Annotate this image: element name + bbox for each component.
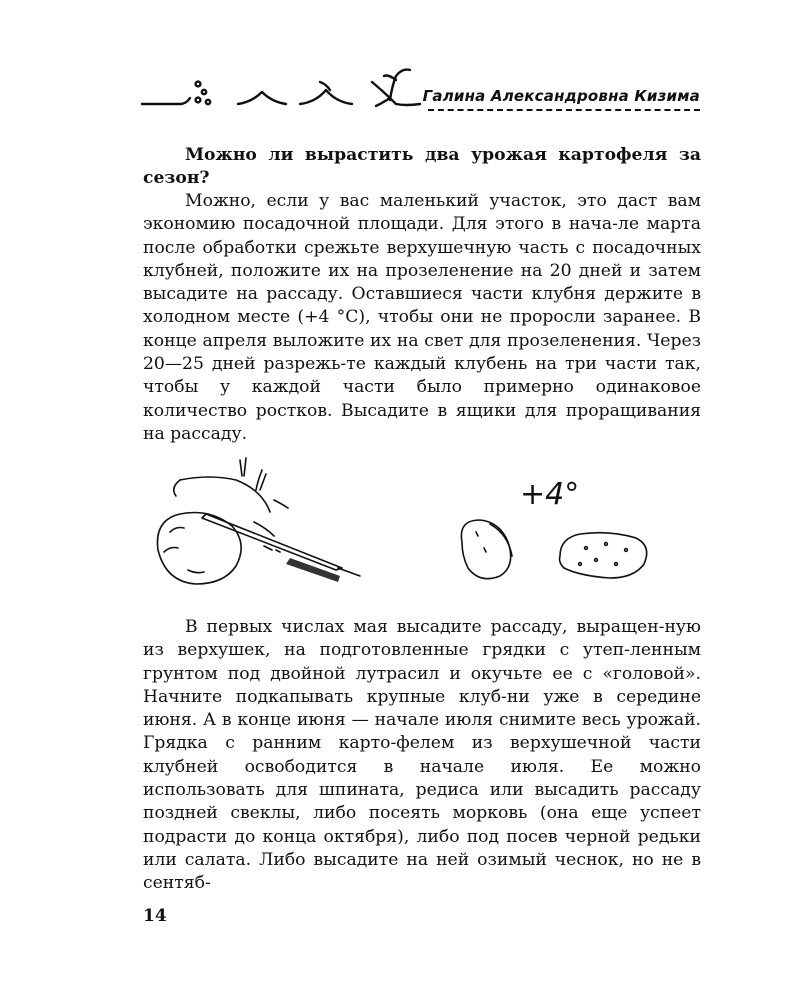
page-number: 14 xyxy=(143,906,167,926)
knife-cutting-tuber-icon xyxy=(140,450,660,600)
temperature-label: +4° xyxy=(520,477,580,512)
halved-tubers-icon xyxy=(461,520,646,579)
second-paragraph xyxy=(143,616,701,896)
answer-text: Можно, если у вас маленький участок, это даст вам экономию посадочной площади. Для этого в нача-ле марта после обработки срежьте верхушечную часть с посадочных клубней, положите их на прозеленение на 20 дней и затем высадите на рассаду. Оставшиеся части клубня держите в холодном месте (+4 °С), чтобы они не проросли заранее. В конце апреля выложите их на свет для прозеленения. Через 20—25 дней разрежь-те каждый клубень на три части так, чтобы у каждой части было примерно одинаковое количество ростков. Высадите в ящики для проращивания на рассаду. xyxy=(143,191,701,444)
illustration xyxy=(140,450,660,600)
answer-paragraph xyxy=(143,190,701,446)
sprouting-seed-ornament-icon xyxy=(140,62,440,122)
header-dashed-rule xyxy=(428,109,700,111)
running-header xyxy=(140,62,702,122)
question-text: Можно ли вырастить два урожая картофеля за сезон? xyxy=(143,145,701,189)
second-paragraph-text: В первых числах мая высадите рассаду, выращен-ную из верхушек, на подготовленные грядки с утеп-ленным грунтом под двойной лутрасил и окучьте ее с «головой». Начните подкапывать крупные клуб-ни уже в середине июня. А в конце июня — начале июля снимите весь урожай. Грядка с ранним карто-фелем из верхушечной части клубней освободится в начале июля. Ее можно использовать для шпината, редиса или высадить рассаду поздней свеклы, либо посеять морковь (она еще успеет подрасти до конца октября), либо под посев черной редьки или салата. Либо высадите на ней озимый чеснок, но не в сентяб- xyxy=(143,617,701,894)
author-name: Галина Александровна Кизима xyxy=(422,87,700,105)
question-heading xyxy=(143,144,701,191)
